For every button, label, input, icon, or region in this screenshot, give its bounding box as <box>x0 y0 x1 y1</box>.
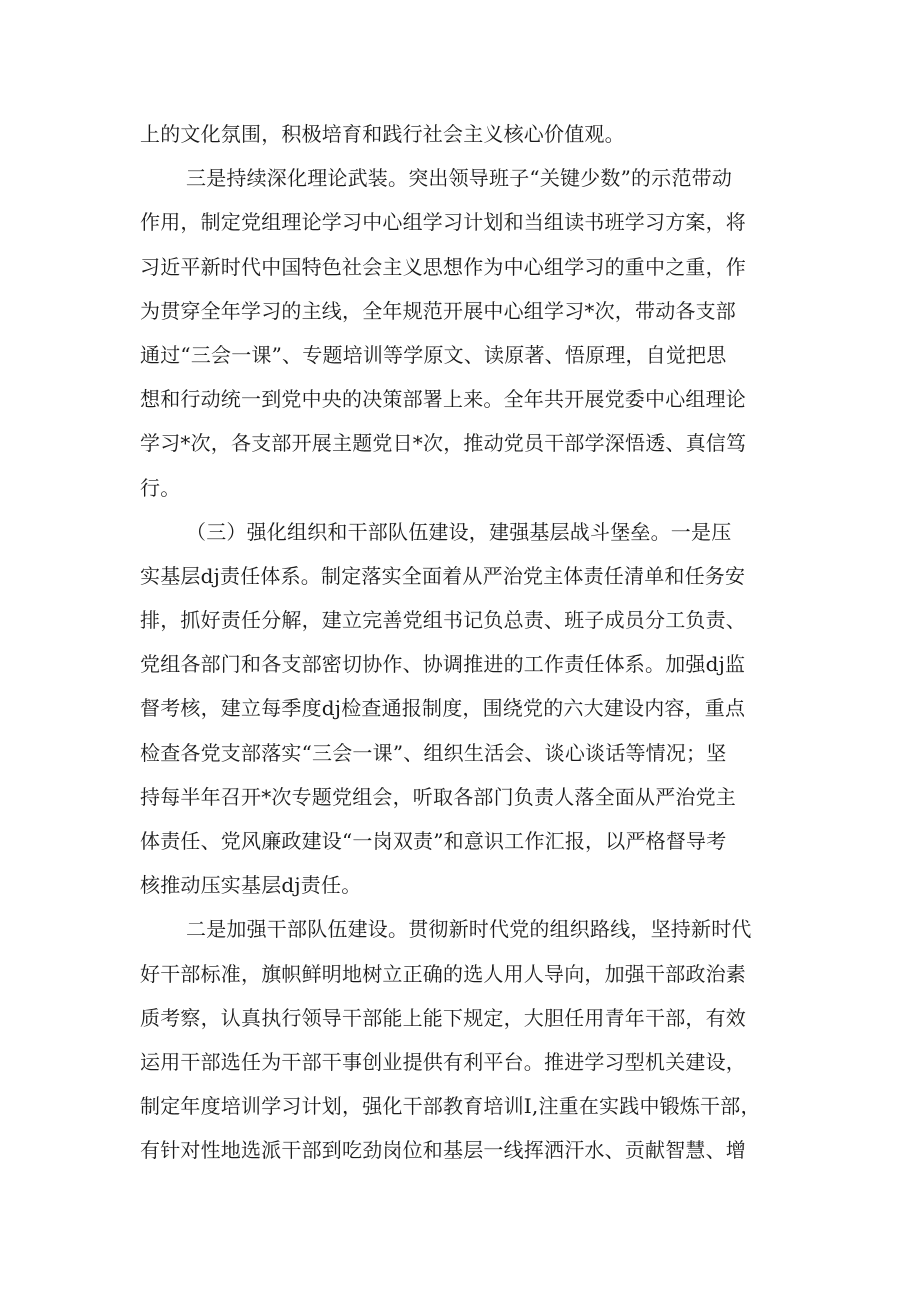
text-line: 三是持续深化理论武装。突出领导班子“关键少数”的示范带动 <box>186 166 733 191</box>
text-line: 质考察，认真执行领导干部能上能下规定，大胆任用青年干部，有效 <box>140 1005 746 1030</box>
text-line: 实基层dj责任体系。制定落实全面着从严治党主体责任清单和任务安 <box>140 563 746 588</box>
section-heading-line: （三）强化组织和干部队伍建设，建强基层战斗堡垒。一是压 <box>186 519 732 544</box>
text-line: 上的文化氛围，积极培育和践行社会主义核心价值观。 <box>140 122 625 146</box>
text-line: 学习*次，各支部开展主题党日*次，推动党员干部学深悟透、真信笃 <box>140 431 747 456</box>
text-line: 制定年度培训学习计划，强化干部教育培训I,注重在实践中锻炼干部， <box>140 1094 761 1119</box>
text-line: 检查各党支部落实“三会一课”、组织生活会、谈心谈话等情况；坚 <box>140 740 727 765</box>
text-line: 好干部标准，旗帜鲜明地树立正确的选人用人导向，加强干部政治素 <box>140 961 746 986</box>
text-line: 有针对性地选派干部到吃劲岗位和基层一线挥洒汗水、贡献智慧、增 <box>140 1138 746 1163</box>
text-line: 党组各部门和各支部密切协作、协调推进的工作责任体系。加强dj监 <box>140 652 746 677</box>
text-line: 为贯穿全年学习的主线，全年规范开展中心组学习*次，带动各支部 <box>140 298 736 323</box>
text-line: 习近平新时代中国特色社会主义思想作为中心组学习的重中之重，作 <box>140 254 746 279</box>
text-line: 持每半年召开*次专题党组会，听取各部门负责人落全面从严治党主 <box>140 784 736 809</box>
text-line: 核推动压实基层dj责任。 <box>140 873 362 898</box>
text-line: 运用干部选任为干部干事创业提供有利平台。推进学习型机关建设， <box>140 1049 746 1074</box>
text-line: 二是加强干部队伍建设。贯彻新时代党的组织路线，坚持新时代 <box>186 917 752 942</box>
document-body <box>140 112 790 1173</box>
text-line: 体责任、党风廉政建设“一岗双责”和意识工作汇报，以严格督导考 <box>140 829 727 853</box>
text-line: 想和行动统一到党中央的决策部署上来。全年共开展党委中心组理论 <box>140 387 746 412</box>
text-line: 作用，制定党组理论学习中心组学习计划和当组读书班学习方案，将 <box>140 210 746 235</box>
text-line: 排，抓好责任分解，建立完善党组书记负总责、班子成员分工负责、 <box>140 608 746 633</box>
text-line: 行。 <box>140 475 181 500</box>
text-line: 督考核，建立每季度dj检查通报制度，围绕党的六大建设内容，重点 <box>140 696 746 721</box>
text-line: 通过“三会一课”、专题培训等学原文、读原著、悟原理，自觉把思 <box>140 342 727 367</box>
